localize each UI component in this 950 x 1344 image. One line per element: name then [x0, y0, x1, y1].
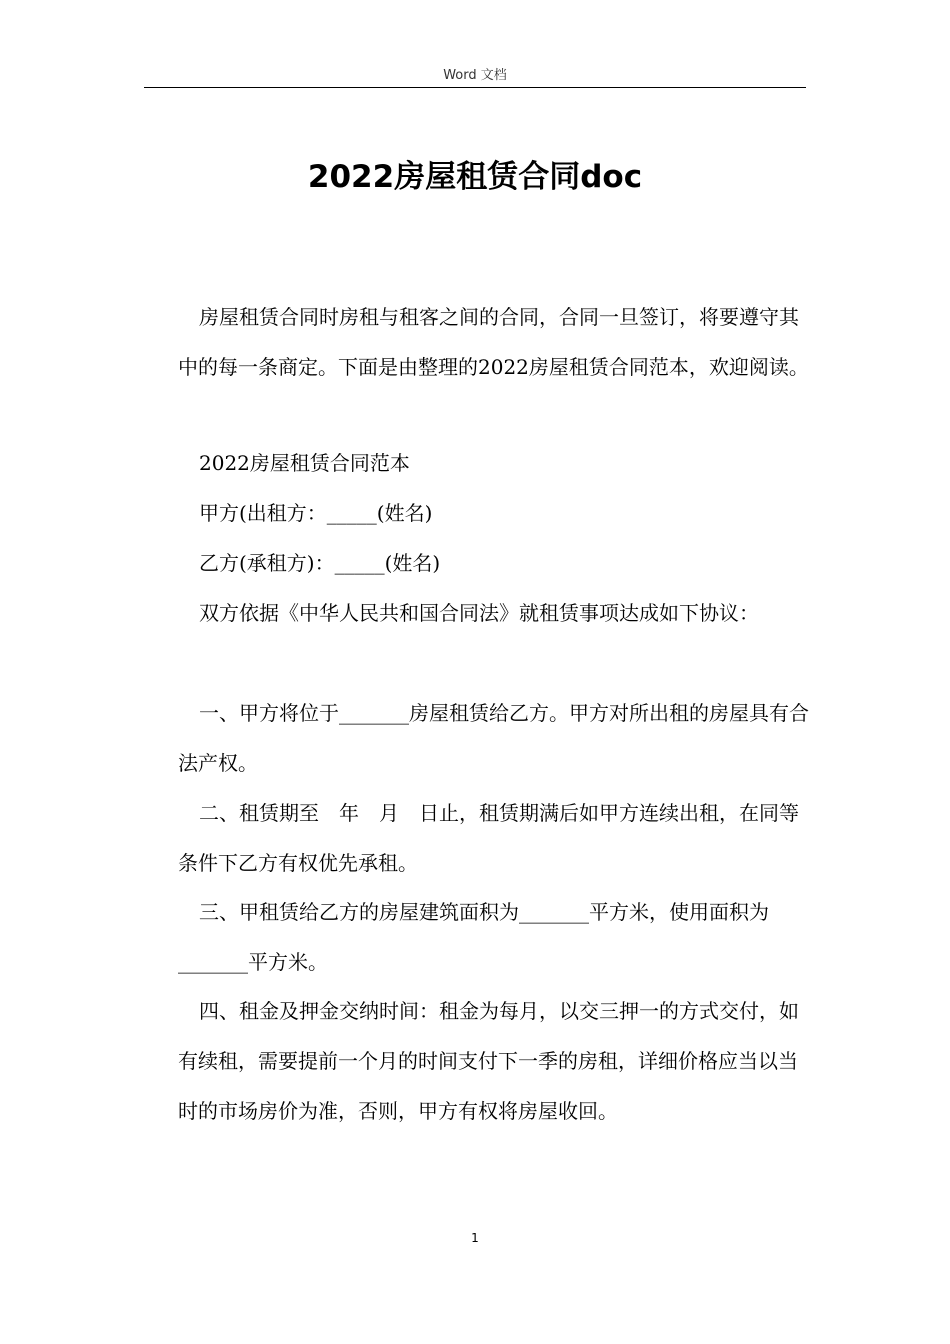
party-a-line: 甲方(出租方：_____(姓名)	[199, 501, 433, 525]
intro-paragraph: 房屋租赁合同时房租与租客之间的合同，合同一旦签订，将要遵守其中的每一条商定。下面是由整理的2022房屋租赁合同范本，欢迎阅读。	[178, 305, 809, 379]
sample-heading: 2022房屋租赁合同范本	[199, 451, 410, 475]
agreement-preamble: 双方依据《中华人民共和国合同法》就租赁事项达成如下协议：	[199, 601, 759, 625]
clause-1: 一、甲方将位于_______房屋租赁给乙方。甲方对所出租的房屋具有合法产权。	[178, 701, 809, 775]
clause-2: 二、租赁期至 年 月 日止，租赁期满后如甲方连续出租，在同等条件下乙方有权优先承租。	[178, 801, 799, 875]
page-number: 1	[471, 1231, 479, 1245]
clause-4: 四、租金及押金交纳时间：租金为每月，以交三押一的方式交付，如有续租，需要提前一个月的时间支付下一季的房租，详细价格应当以当时的市场房价为准，否则，甲方有权将房屋收回。	[178, 999, 799, 1123]
header-divider	[144, 87, 806, 88]
clause-3: 三、甲租赁给乙方的房屋建筑面积为_______平方米，使用面积为_______平方米。	[178, 900, 769, 974]
page-header: Word 文档	[443, 68, 507, 83]
party-b-line: 乙方(承租方)：_____(姓名)	[199, 551, 441, 575]
document-title: 2022房屋租赁合同doc	[307, 159, 643, 195]
